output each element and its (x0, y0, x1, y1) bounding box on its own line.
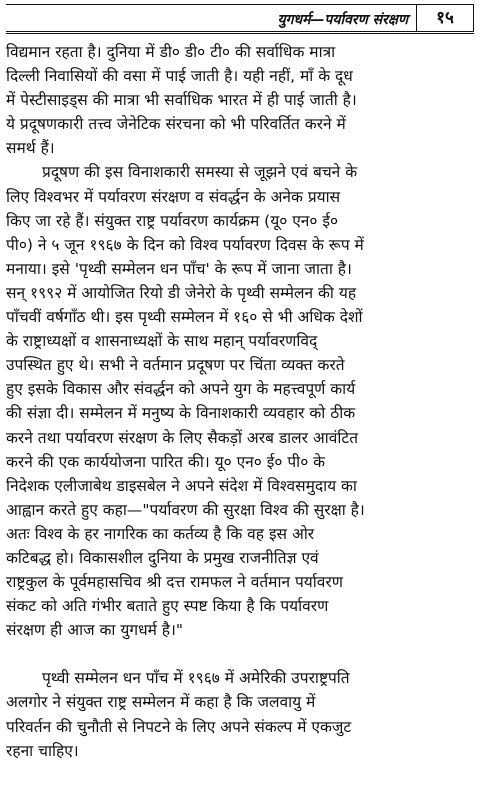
paragraph-3 (6, 666, 474, 762)
page-number: १५ (416, 4, 474, 31)
text-line: निदेशक एलीजाबेथ डाइसबेल ने अपने संदेश में विश्वसमुदाय का (6, 476, 357, 495)
header-top-rule (6, 4, 474, 5)
text-line: आह्वान करते हुए कहा—"पर्यावरण की सुरक्षा विश्व की सुरक्षा है। (6, 500, 365, 519)
text-line: दिल्ली निवासियों की वसा में पाई जाती है। यही नहीं, माँ के दूध (6, 67, 353, 86)
text-line: पृथ्वी सम्मेलन धन पाँच में १९६७ में अमेरिकी उपराष्ट्रपति (42, 669, 350, 688)
text-line: संकट को अति गंभीर बताते हुए स्पष्ट किया है कि पर्यावरण (6, 597, 329, 616)
running-title: युगधर्म—पर्यावरण संरक्षण (277, 12, 408, 28)
text-line: ये प्रदूषणकारी तत्त्व जेनेटिक संरचना को भी परिवर्तित करने में (6, 115, 346, 134)
text-line: किए जा रहे हैं। संयुक्त राष्ट्र पर्यावरण कार्यक्रम (यू० एन० ई० (6, 211, 339, 230)
text-line: अलगोर ने संयुक्त राष्ट्र सम्मेलन में कहा है कि जलवायु में (6, 693, 316, 712)
header-rule (6, 31, 474, 34)
text-line: समर्थ हैं। (6, 139, 55, 158)
page-header (6, 4, 474, 34)
text-line: के राष्ट्राध्यक्षों व शासनाध्यक्षों के साथ महान् पर्यावरणविद् (6, 332, 318, 351)
text-line: पी०) ने ५ जून १९६७ के दिन को विश्व पर्यावरण दिवस के रूप में (6, 235, 364, 254)
text-line: करने तथा पर्यावरण संरक्षण के लिए सैकड़ों अरब डालर आवंटित (6, 428, 359, 447)
text-line: रहना चाहिए। (6, 741, 79, 760)
text-line: सन् १९९२ में आयोजित रियो डी जेनेरो के पृथ्वी सम्मेलन की यह (6, 283, 357, 302)
text-line: राष्ट्रकुल के पूर्वमहासचिव श्री दत्त रामफल ने वर्तमान पर्यावरण (6, 573, 343, 592)
text-line: संरक्षण ही आज का युगधर्म है।" (6, 621, 184, 640)
text-line: अतः विश्व के हर नागरिक का कर्तव्य है कि वह इस ओर (6, 524, 315, 543)
paragraph-2 (6, 160, 474, 642)
text-line: परिवर्तन की चुनौती से निपटने के लिए अपने संकल्प में एकजुट (6, 717, 352, 736)
text-line: कटिबद्ध हो। विकासशील दुनिया के प्रमुख राजनीतिज्ञ एवं (6, 548, 319, 567)
paragraph-1 (6, 40, 474, 160)
text-line: करने की एक कार्ययोजना पारित की। यू० एन० ई० पी० के (6, 452, 326, 471)
text-line: की संज्ञा दी। सम्मेलन में मनुष्य के विनाशकारी व्यवहार को ठीक (6, 404, 356, 423)
text-line: में पेस्टीसाइड्स की मात्रा भी सर्वाधिक भारत में ही पाई जाती है। (6, 91, 357, 110)
text-line: उपस्थित हुए थे। सभी ने वर्तमान प्रदूषण पर चिंता व्यक्त करते (6, 356, 345, 375)
text-line: हुए इसके विकास और संवर्द्धन को अपने युग के महत्त्वपूर्ण कार्य (6, 380, 356, 399)
text-line: मनाया। इसे 'पृथ्वी सम्मेलन धन पाँच' के रूप में जाना जाता है। (6, 259, 352, 278)
text-line: प्रदूषण की इस विनाशकारी समस्या से जूझने एवं बचने के (42, 163, 358, 182)
text-line: विद्यमान रहता है। दुनिया में डी० डी० टी० की सर्वाधिक मात्रा (6, 43, 336, 61)
text-line: लिए विश्वभर में पर्यावरण संरक्षण व संवर्द्धन के अनेक प्रयास (6, 187, 341, 206)
page-body (6, 40, 474, 763)
text-line: पाँचवीं वर्षगाँठ थी। इस पृथ्वी सम्मेलन में १६० से भी अधिक देशों (6, 308, 363, 327)
